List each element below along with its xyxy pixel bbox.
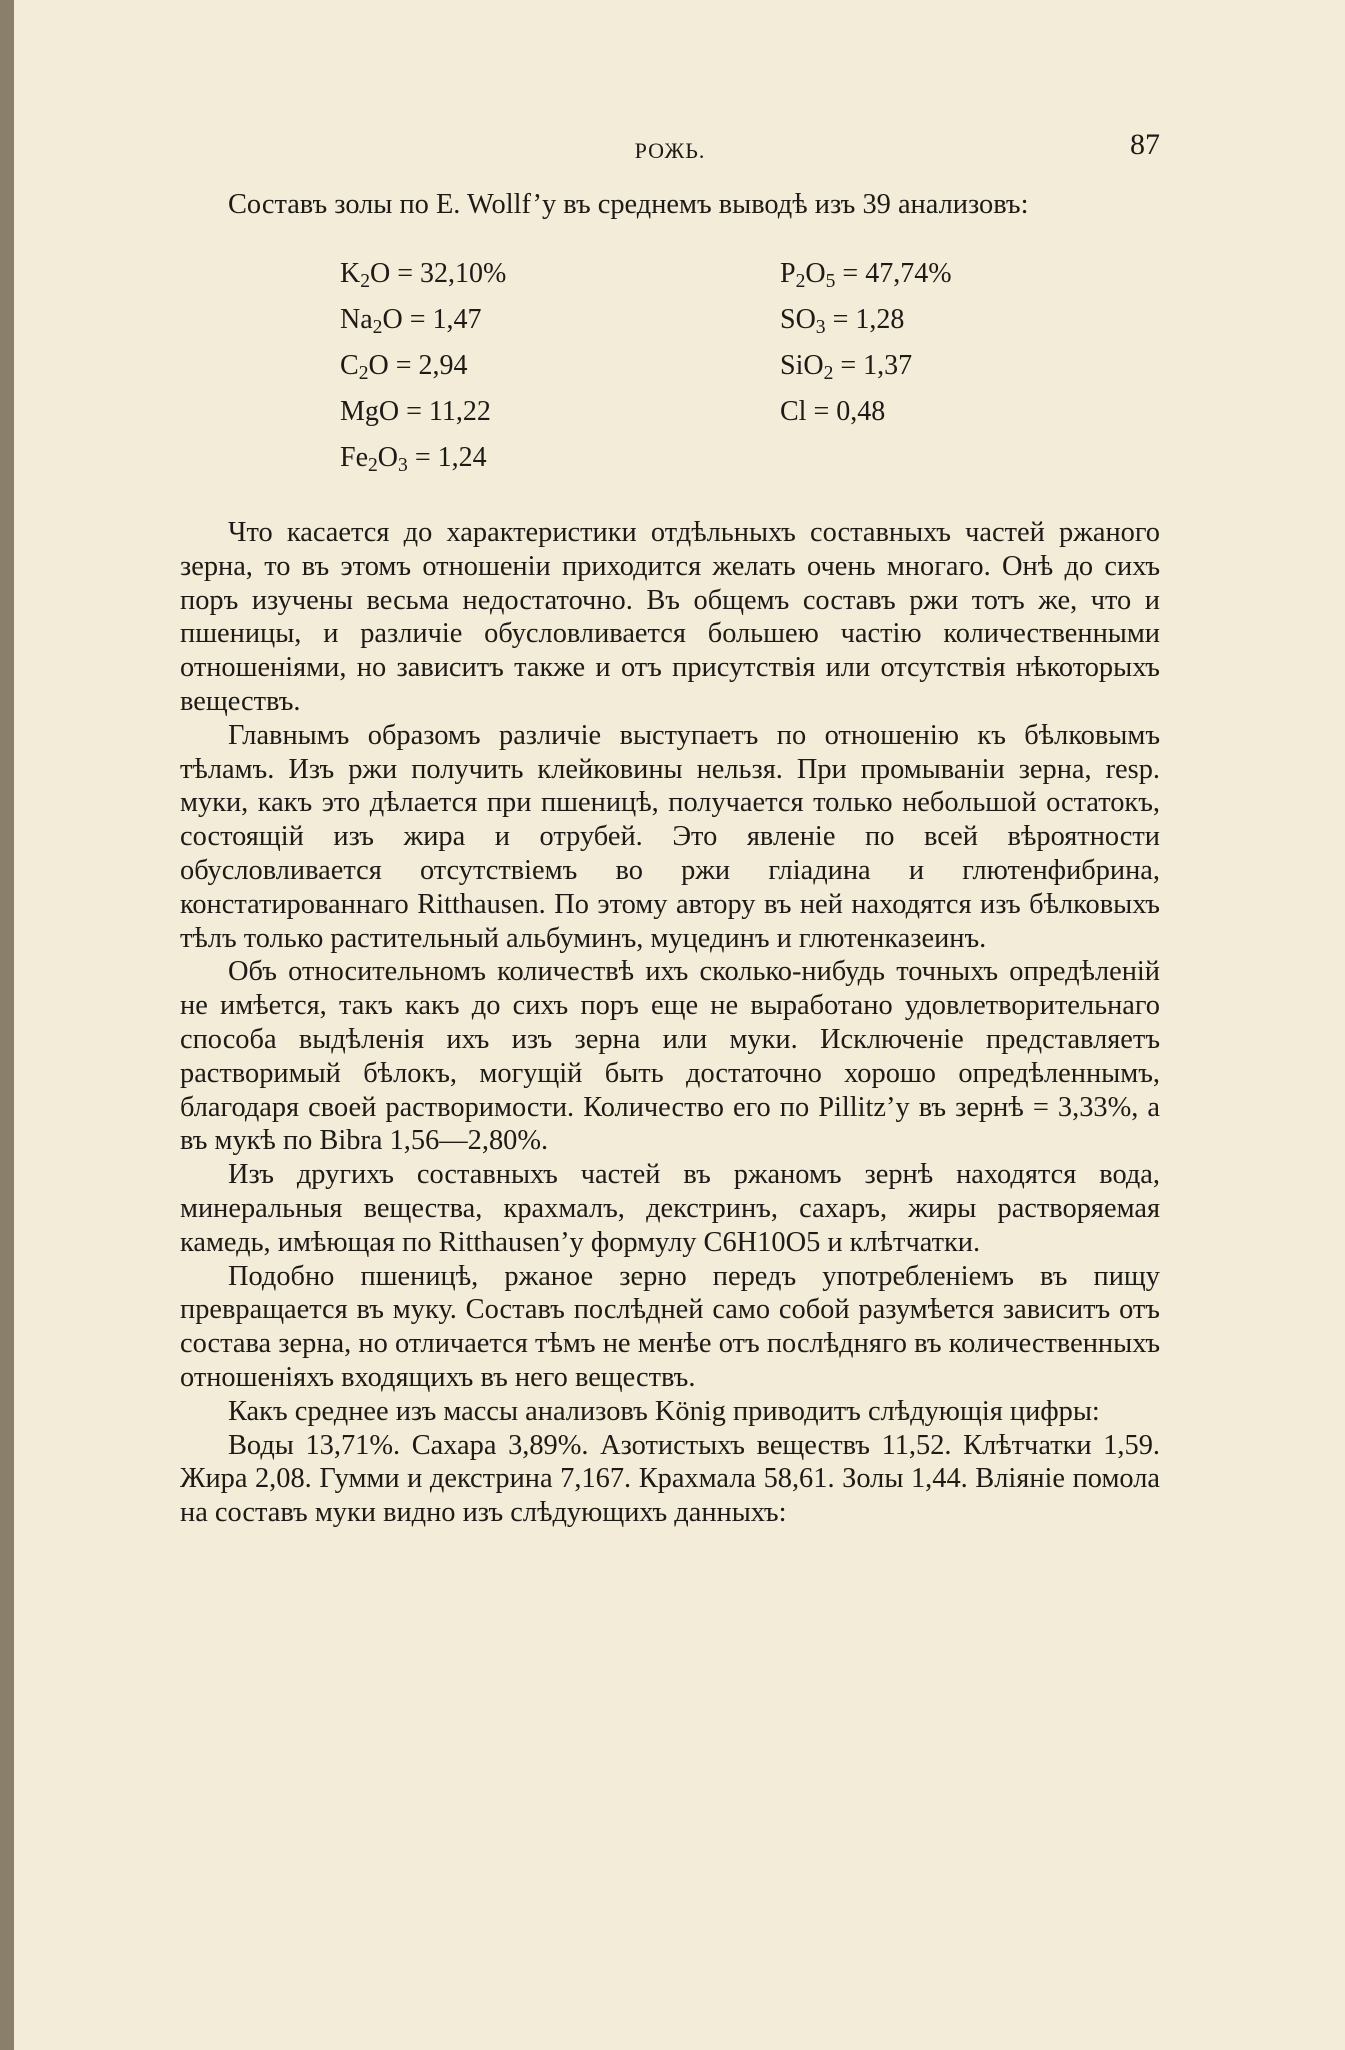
ash-sio2: SiO$_2$ = 1,37 bbox=[780, 350, 913, 384]
ash-row bbox=[180, 258, 1160, 298]
ash-row bbox=[180, 396, 1160, 436]
ash-k2o: $K_2O = 32,10\%$ bbox=[340, 258, 507, 292]
ash-row bbox=[180, 350, 1160, 390]
intro-paragraph: Составъ золы по E. Wollf’y въ среднемъ выводѣ изъ 39 анализовъ: bbox=[228, 189, 1029, 220]
ash-composition bbox=[180, 258, 1160, 488]
ash-mgo: MgO = 11,22 bbox=[340, 396, 491, 427]
page-edge bbox=[0, 0, 14, 2050]
ash-row bbox=[180, 442, 1160, 482]
ash-fe2o3: $Fe_2O_3 = 1,24$ bbox=[340, 442, 487, 476]
ash-p2o5: $P_2O_5 = 47,74\%$ bbox=[780, 258, 952, 292]
page-number: 87 bbox=[1130, 128, 1160, 161]
ash-c2o: $C_2O = 2,94$ bbox=[340, 350, 468, 384]
ash-na2o: $Na_2O = 1,47$ bbox=[340, 304, 482, 338]
ash-row bbox=[180, 304, 1160, 344]
paragraph-konig: Какъ среднее изъ массы анализовъ König приводитъ слѣдующія цифры: bbox=[228, 1395, 1100, 1427]
intro-text bbox=[180, 188, 1160, 222]
paragraph-characteristics: Что касается до характеристики отдѣльныхъ составныхъ частей ржаного зерна, то въ этомъ отношеніи приходится желать очень многаго. Онѣ до сихъ поръ изучены весьма недостаточно. Въ общемъ составъ ржи тотъ же, что и пшеницы, и различіе обусловливается большею частію количественными отношеніями, но зависитъ также и отъ присутствія или отсутствія нѣкоторыхъ веществъ. bbox=[180, 517, 1160, 717]
paragraph-quantities: Объ относительномъ количествѣ ихъ сколько-нибудь точныхъ опредѣленій не имѣется, такъ какъ до сихъ поръ еще не выработано удовлетворительнаго способа выдѣленія ихъ изъ зерна или муки. Исключеніе представляетъ растворимый бѣлокъ, могущій быть достаточно хорошо опредѣленнымъ, благодаря своей растворимости. Количество его по Pillitz’y въ зернѣ = 3,33%, а въ мукѣ по Bibra 1,56—2,80%. bbox=[180, 956, 1160, 1157]
ash-cl: Cl = 0,48 bbox=[780, 396, 886, 427]
paragraph-other-parts: Изъ другихъ составныхъ частей въ ржаномъ зернѣ находятся вода, минеральныя вещества, крахмалъ, декстринъ, сахаръ, жиры растворяемая камедь, имѣющая по Ritthausen’y формулу C6H10O5 и клѣтчатки. bbox=[180, 1159, 1160, 1258]
paragraph-proteins: Главнымъ образомъ различіе выступаетъ по отношенію къ бѣлковымъ тѣламъ. Изъ ржи получить клейковины нельзя. При промываніи зерна, resp. муки, какъ это дѣлается при пшеницѣ, получается только небольшой остатокъ, состоящій изъ жира и отрубей. Это явленіе по всей вѣроятности обусловливается отсутствіемъ во ржи гліадина и глютенфибрина, констатированнаго Ritthausen. По этому автору въ ней находятся изъ бѣлковыхъ тѣлъ только растительный альбуминъ, муцединъ и глютенказеинъ. bbox=[180, 719, 1160, 954]
paragraph-flour: Подобно пшеницѣ, ржаное зерно передъ употребленіемъ въ пищу превращается въ муку. Составъ послѣдней само собой разумѣется зависитъ отъ состава зерна, но отличается тѣмъ не менѣе отъ послѣдняго въ количественныхъ отношеніяхъ входящихъ въ него веществъ. bbox=[180, 1260, 1160, 1393]
ash-so3: $SO_3 = 1,28$ bbox=[780, 304, 905, 338]
body-text bbox=[180, 516, 1160, 1530]
page-header bbox=[180, 128, 1160, 168]
running-head: РОЖЬ. bbox=[634, 138, 706, 163]
paragraph-figures: Воды 13,71%. Сахара 3,89%. Азотистыхъ веществъ 11,52. Клѣтчатки 1,59. Жира 2,08. Гумми и декстрина 7,167. Крахмала 58,61. Золы 1,44. Вліяніе помола на составъ муки видно изъ слѣдующихъ данныхъ: bbox=[180, 1429, 1160, 1529]
